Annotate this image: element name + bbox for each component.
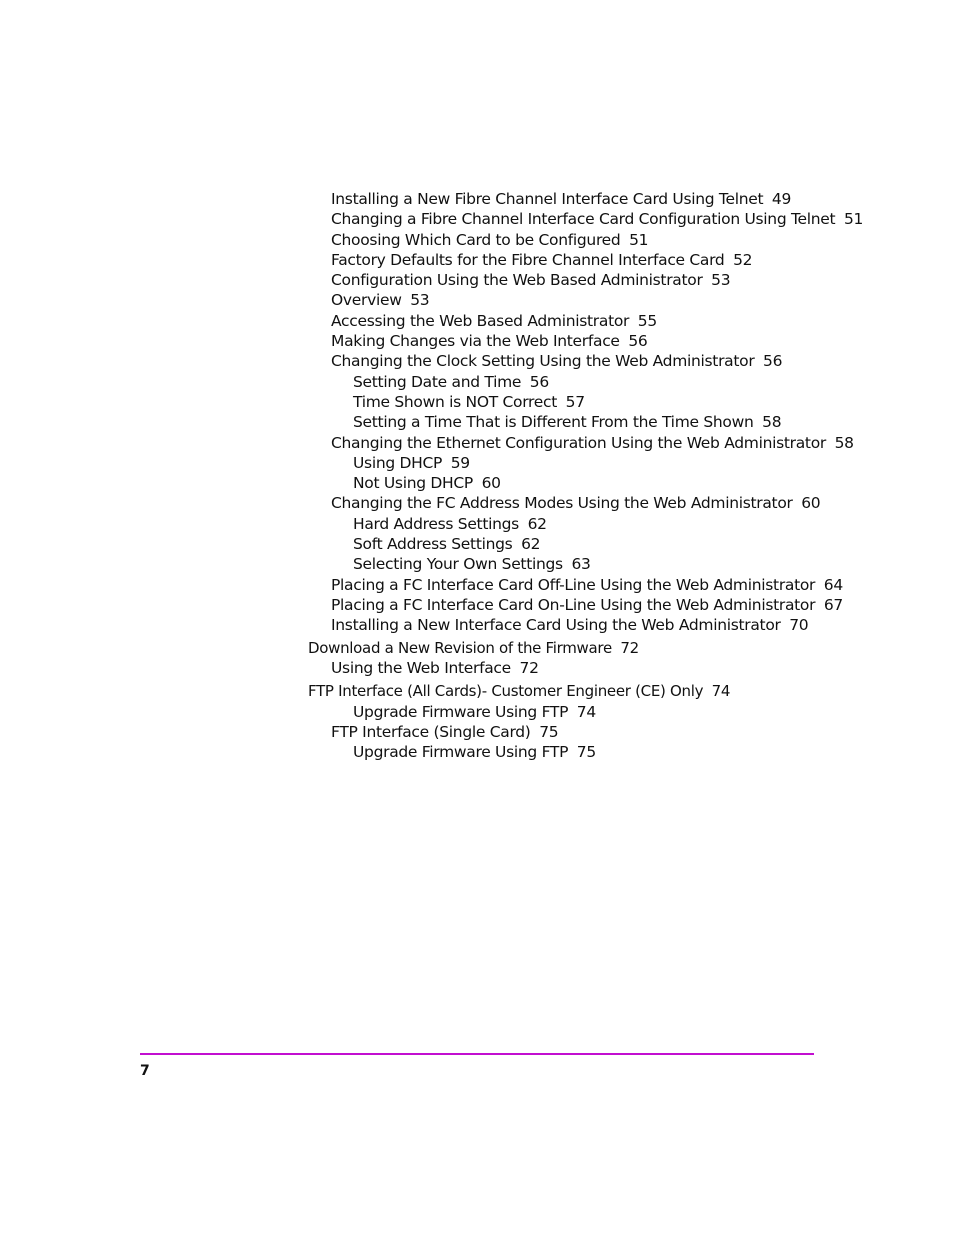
toc-entry-title: Making Changes via the Web Interface [331, 332, 620, 351]
toc-entry-page: 75 [576, 743, 596, 762]
toc-entry-page: 55 [637, 311, 657, 330]
toc-entry[interactable] [308, 372, 868, 392]
toc-entry[interactable] [308, 702, 868, 722]
toc-entry[interactable] [308, 681, 868, 701]
toc-entry[interactable] [308, 658, 868, 678]
toc-entry-page: 58 [762, 413, 782, 432]
toc-entry-title: Hard Address Settings [353, 514, 519, 533]
toc-entry-page: 60 [481, 474, 501, 493]
toc-entry-title: Accessing the Web Based Administrator [331, 311, 630, 330]
toc-entry[interactable] [308, 433, 868, 453]
toc-entry-title: Installing a New Fibre Channel Interface Card Using Telnet [331, 190, 764, 208]
toc-entry-title: Not Using DHCP [353, 474, 473, 493]
toc-entry[interactable] [308, 534, 868, 554]
toc-entry-title: Placing a FC Interface Card On-Line Using the Web Administrator [331, 595, 816, 614]
toc-entry-page: 57 [565, 392, 585, 411]
toc-entry-page: 62 [527, 514, 547, 533]
toc-entry[interactable] [308, 493, 868, 513]
toc-entry-page: 67 [823, 595, 843, 614]
page-number: 7 [140, 1063, 150, 1079]
toc-entry-title: Changing a Fibre Channel Interface Card Configuration Using Telnet [331, 210, 836, 229]
toc-entry[interactable] [308, 554, 868, 574]
toc-entry-title: Factory Defaults for the Fibre Channel Interface Card [331, 250, 725, 269]
toc-entry-page: 72 [620, 639, 639, 658]
toc-entry-title: Setting Date and Time [353, 372, 522, 391]
toc-entry-page: 70 [789, 616, 809, 635]
toc-entry-title: Changing the FC Address Modes Using the Web Administrator [331, 494, 793, 513]
toc-entry-title: Upgrade Firmware Using FTP [353, 702, 569, 721]
toc-entry[interactable] [308, 412, 868, 432]
toc-entry-page: 62 [521, 535, 541, 554]
toc-entry-page: 60 [801, 494, 821, 513]
toc-entry[interactable] [308, 331, 868, 351]
toc-entry-title: Using the Web Interface [331, 659, 511, 678]
toc-entry-title: Placing a FC Interface Card Off-Line Using the Web Administrator [331, 575, 816, 594]
toc-entry-page: 63 [571, 555, 591, 574]
toc-entry-title: Time Shown is NOT Correct [353, 392, 558, 411]
toc-entry[interactable] [308, 209, 868, 229]
toc-entry[interactable] [308, 311, 868, 331]
toc-entry[interactable] [308, 453, 868, 473]
toc-entry[interactable] [308, 230, 868, 250]
toc-entry-title: Using DHCP [353, 453, 443, 472]
toc-entry-title: Download a New Revision of the Firmware [308, 639, 612, 658]
toc-entry-page: 49 [771, 190, 792, 208]
toc-entry[interactable] [308, 575, 868, 595]
toc-entry[interactable] [308, 595, 868, 615]
toc-entry[interactable] [308, 250, 868, 270]
toc-entry-title: Setting a Time That is Different From the Time Shown [353, 413, 754, 432]
toc-entry[interactable] [308, 189, 868, 209]
toc-entry-page: 75 [539, 722, 559, 741]
toc-entry-title: Upgrade Firmware Using FTP [353, 743, 569, 762]
toc-entry-page: 58 [834, 433, 854, 452]
toc-entry-page: 53 [410, 291, 430, 310]
toc-entry-page: 56 [628, 332, 648, 351]
toc-entry[interactable] [308, 722, 868, 742]
table-of-contents [308, 189, 868, 763]
toc-entry[interactable] [308, 270, 868, 290]
toc-entry-title: Changing the Clock Setting Using the Web Administrator [331, 352, 755, 371]
toc-entry-title: Selecting Your Own Settings [353, 555, 563, 574]
toc-entry-title: FTP Interface (Single Card) [331, 722, 531, 741]
toc-entry[interactable] [308, 473, 868, 493]
toc-entry-title: Choosing Which Card to be Configured [331, 230, 621, 249]
toc-entry-page: 56 [763, 352, 783, 371]
toc-entry[interactable] [308, 742, 868, 762]
toc-entry-page: 72 [519, 659, 539, 678]
toc-entry-title: Configuration Using the Web Based Administrator [331, 271, 703, 290]
toc-entry[interactable] [308, 392, 868, 412]
toc-entry-page: 51 [843, 210, 864, 229]
toc-entry-page: 74 [711, 682, 731, 701]
toc-entry-page: 51 [629, 230, 649, 249]
toc-entry-title: Installing a New Interface Card Using the Web Administrator [331, 616, 781, 635]
toc-entry-page: 64 [823, 575, 843, 594]
toc-entry-page: 52 [733, 250, 753, 269]
toc-entry[interactable] [308, 638, 868, 658]
toc-entry[interactable] [308, 290, 868, 310]
toc-entry-page: 53 [711, 271, 731, 290]
footer-rule [140, 1053, 814, 1055]
toc-entry-title: FTP Interface (All Cards)- Customer Engineer (CE) Only [308, 682, 704, 701]
toc-entry[interactable] [308, 615, 868, 635]
toc-entry[interactable] [308, 351, 868, 371]
toc-entry-title: Changing the Ethernet Configuration Using the Web Administrator [331, 433, 826, 452]
toc-entry-page: 74 [576, 702, 596, 721]
toc-entry-title: Soft Address Settings [353, 535, 513, 554]
toc-entry-page: 59 [450, 453, 470, 472]
toc-entry-page: 56 [529, 372, 549, 391]
toc-entry[interactable] [308, 514, 868, 534]
toc-entry-title: Overview [331, 291, 402, 310]
